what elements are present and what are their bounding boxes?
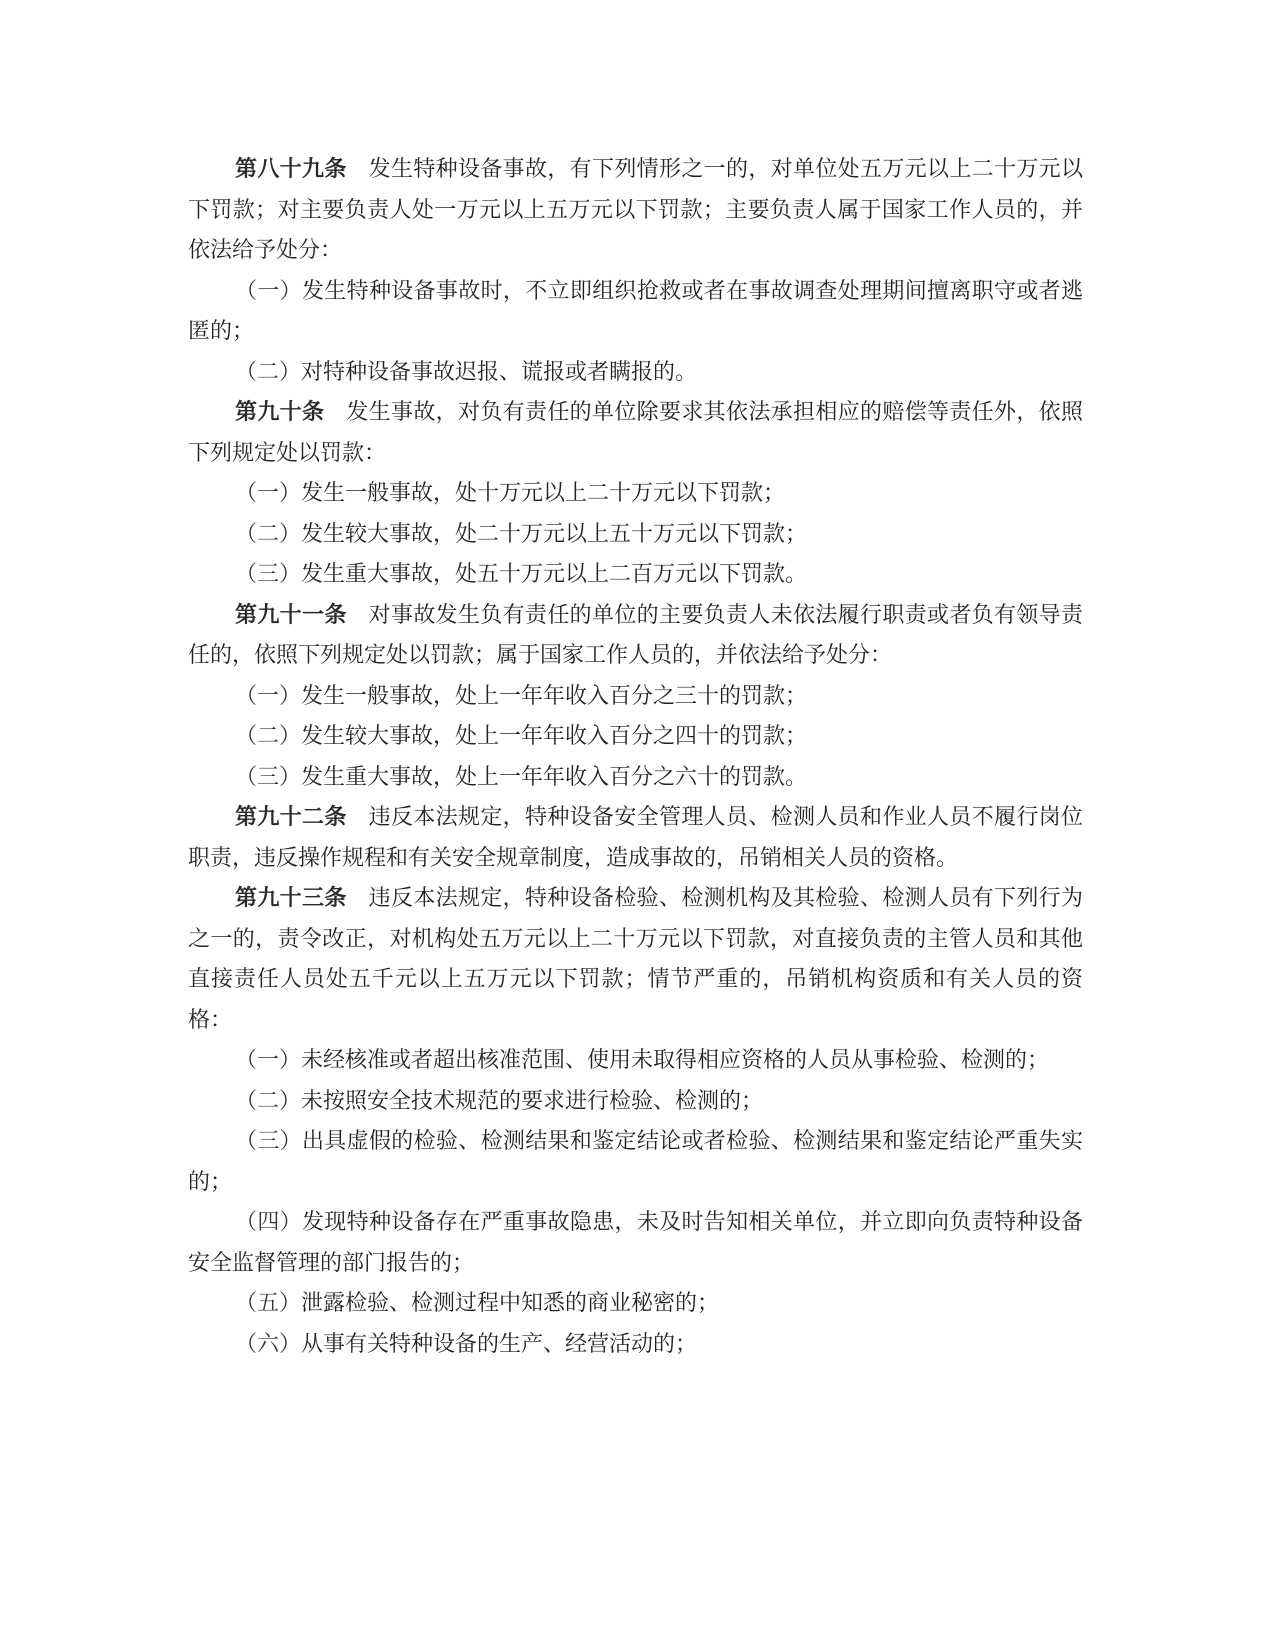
list-item (188, 474, 1083, 515)
item-text: 发生特种设备事故时，不立即组织抢救或者在事故调查处理期间擅离职守或者逃匿的； (188, 278, 1083, 344)
item-number: （二） (235, 1088, 302, 1114)
list-item (188, 1041, 1083, 1082)
list-item (188, 1325, 1083, 1366)
item-number: （一） (235, 481, 302, 506)
item-number: （五） (235, 1291, 302, 1316)
document-page (188, 150, 1083, 1365)
item-text: 出具虚假的检验、检测结果和鉴定结论或者检验、检测结果和鉴定结论严重失实的； (188, 1129, 1083, 1195)
item-text: 发生较大事故，处二十万元以上五十万元以下罚款； (301, 521, 808, 547)
item-text: 发生较大事故，处上一年年收入百分之四十的罚款； (301, 724, 808, 749)
item-number: （四） (235, 1210, 302, 1235)
article-91 (188, 596, 1083, 677)
item-text: 从事有关特种设备的生产、经营活动的； (301, 1331, 698, 1357)
list-item (188, 1203, 1083, 1284)
article-number: 第九十二条 (235, 805, 347, 830)
list-item (188, 515, 1083, 556)
list-item (188, 353, 1083, 394)
article-text: 发生事故，对负有责任的单位除要求其依法承担相应的赔偿等责任外，依照下列规定处以罚款： (188, 400, 1083, 466)
item-number: （三） (235, 1129, 302, 1154)
item-number: （三） (235, 764, 302, 790)
article-text: 对事故发生负有责任的单位的主要负责人未依法履行职责或者负有领导责任的，依照下列规定处以罚款；属于国家工作人员的，并依法给予处分： (188, 602, 1083, 668)
item-number: （二） (235, 724, 302, 749)
list-item (188, 677, 1083, 718)
article-number: 第九十三条 (235, 886, 347, 911)
list-item (188, 1122, 1083, 1203)
item-text: 未经核准或者超出核准范围、使用未取得相应资格的人员从事检验、检测的； (301, 1048, 1050, 1073)
article-number: 第八十九条 (235, 157, 347, 182)
item-text: 未按照安全技术规范的要求进行检验、检测的； (301, 1088, 764, 1114)
article-text: 违反本法规定，特种设备安全管理人员、检测人员和作业人员不履行岗位职责，违反操作规程和有关安全规章制度，造成事故的，吊销相关人员的资格。 (188, 805, 1083, 871)
item-number: （一） (235, 278, 302, 304)
list-item (188, 555, 1083, 596)
article-93 (188, 879, 1083, 1041)
list-item (188, 1082, 1083, 1123)
article-92 (188, 798, 1083, 879)
item-number: （二） (235, 359, 302, 385)
item-number: （二） (235, 521, 302, 547)
item-number: （六） (235, 1331, 302, 1357)
article-text: 发生特种设备事故，有下列情形之一的，对单位处五万元以上二十万元以下罚款；对主要负责人处一万元以上五万元以下罚款；主要负责人属于国家工作人员的，并依法给予处分： (188, 157, 1083, 263)
article-number: 第九十条 (235, 400, 325, 425)
item-number: （三） (235, 562, 302, 587)
item-number: （一） (235, 1048, 302, 1073)
item-number: （一） (235, 683, 302, 709)
article-89 (188, 150, 1083, 272)
article-text: 违反本法规定，特种设备检验、检测机构及其检验、检测人员有下列行为之一的，责令改正，对机构处五万元以上二十万元以下罚款，对直接负责的主管人员和其他直接责任人员处五千元以上五万元以下罚款；情节严重的，吊销机构资质和有关人员的资格： (188, 886, 1083, 1033)
item-text: 发生重大事故，处五十万元以上二百万元以下罚款。 (301, 562, 808, 587)
list-item (188, 758, 1083, 799)
list-item (188, 717, 1083, 758)
list-item (188, 1284, 1083, 1325)
item-text: 对特种设备事故迟报、谎报或者瞒报的。 (301, 359, 698, 385)
list-item (188, 272, 1083, 353)
article-90 (188, 393, 1083, 474)
item-text: 发现特种设备存在严重事故隐患，未及时告知相关单位，并立即向负责特种设备安全监督管理的部门报告的； (188, 1210, 1083, 1276)
item-text: 发生一般事故，处十万元以上二十万元以下罚款； (301, 481, 786, 506)
item-text: 发生重大事故，处上一年年收入百分之六十的罚款。 (301, 764, 808, 790)
item-text: 发生一般事故，处上一年年收入百分之三十的罚款； (301, 683, 808, 709)
article-number: 第九十一条 (235, 602, 347, 628)
item-text: 泄露检验、检测过程中知悉的商业秘密的； (301, 1291, 720, 1316)
